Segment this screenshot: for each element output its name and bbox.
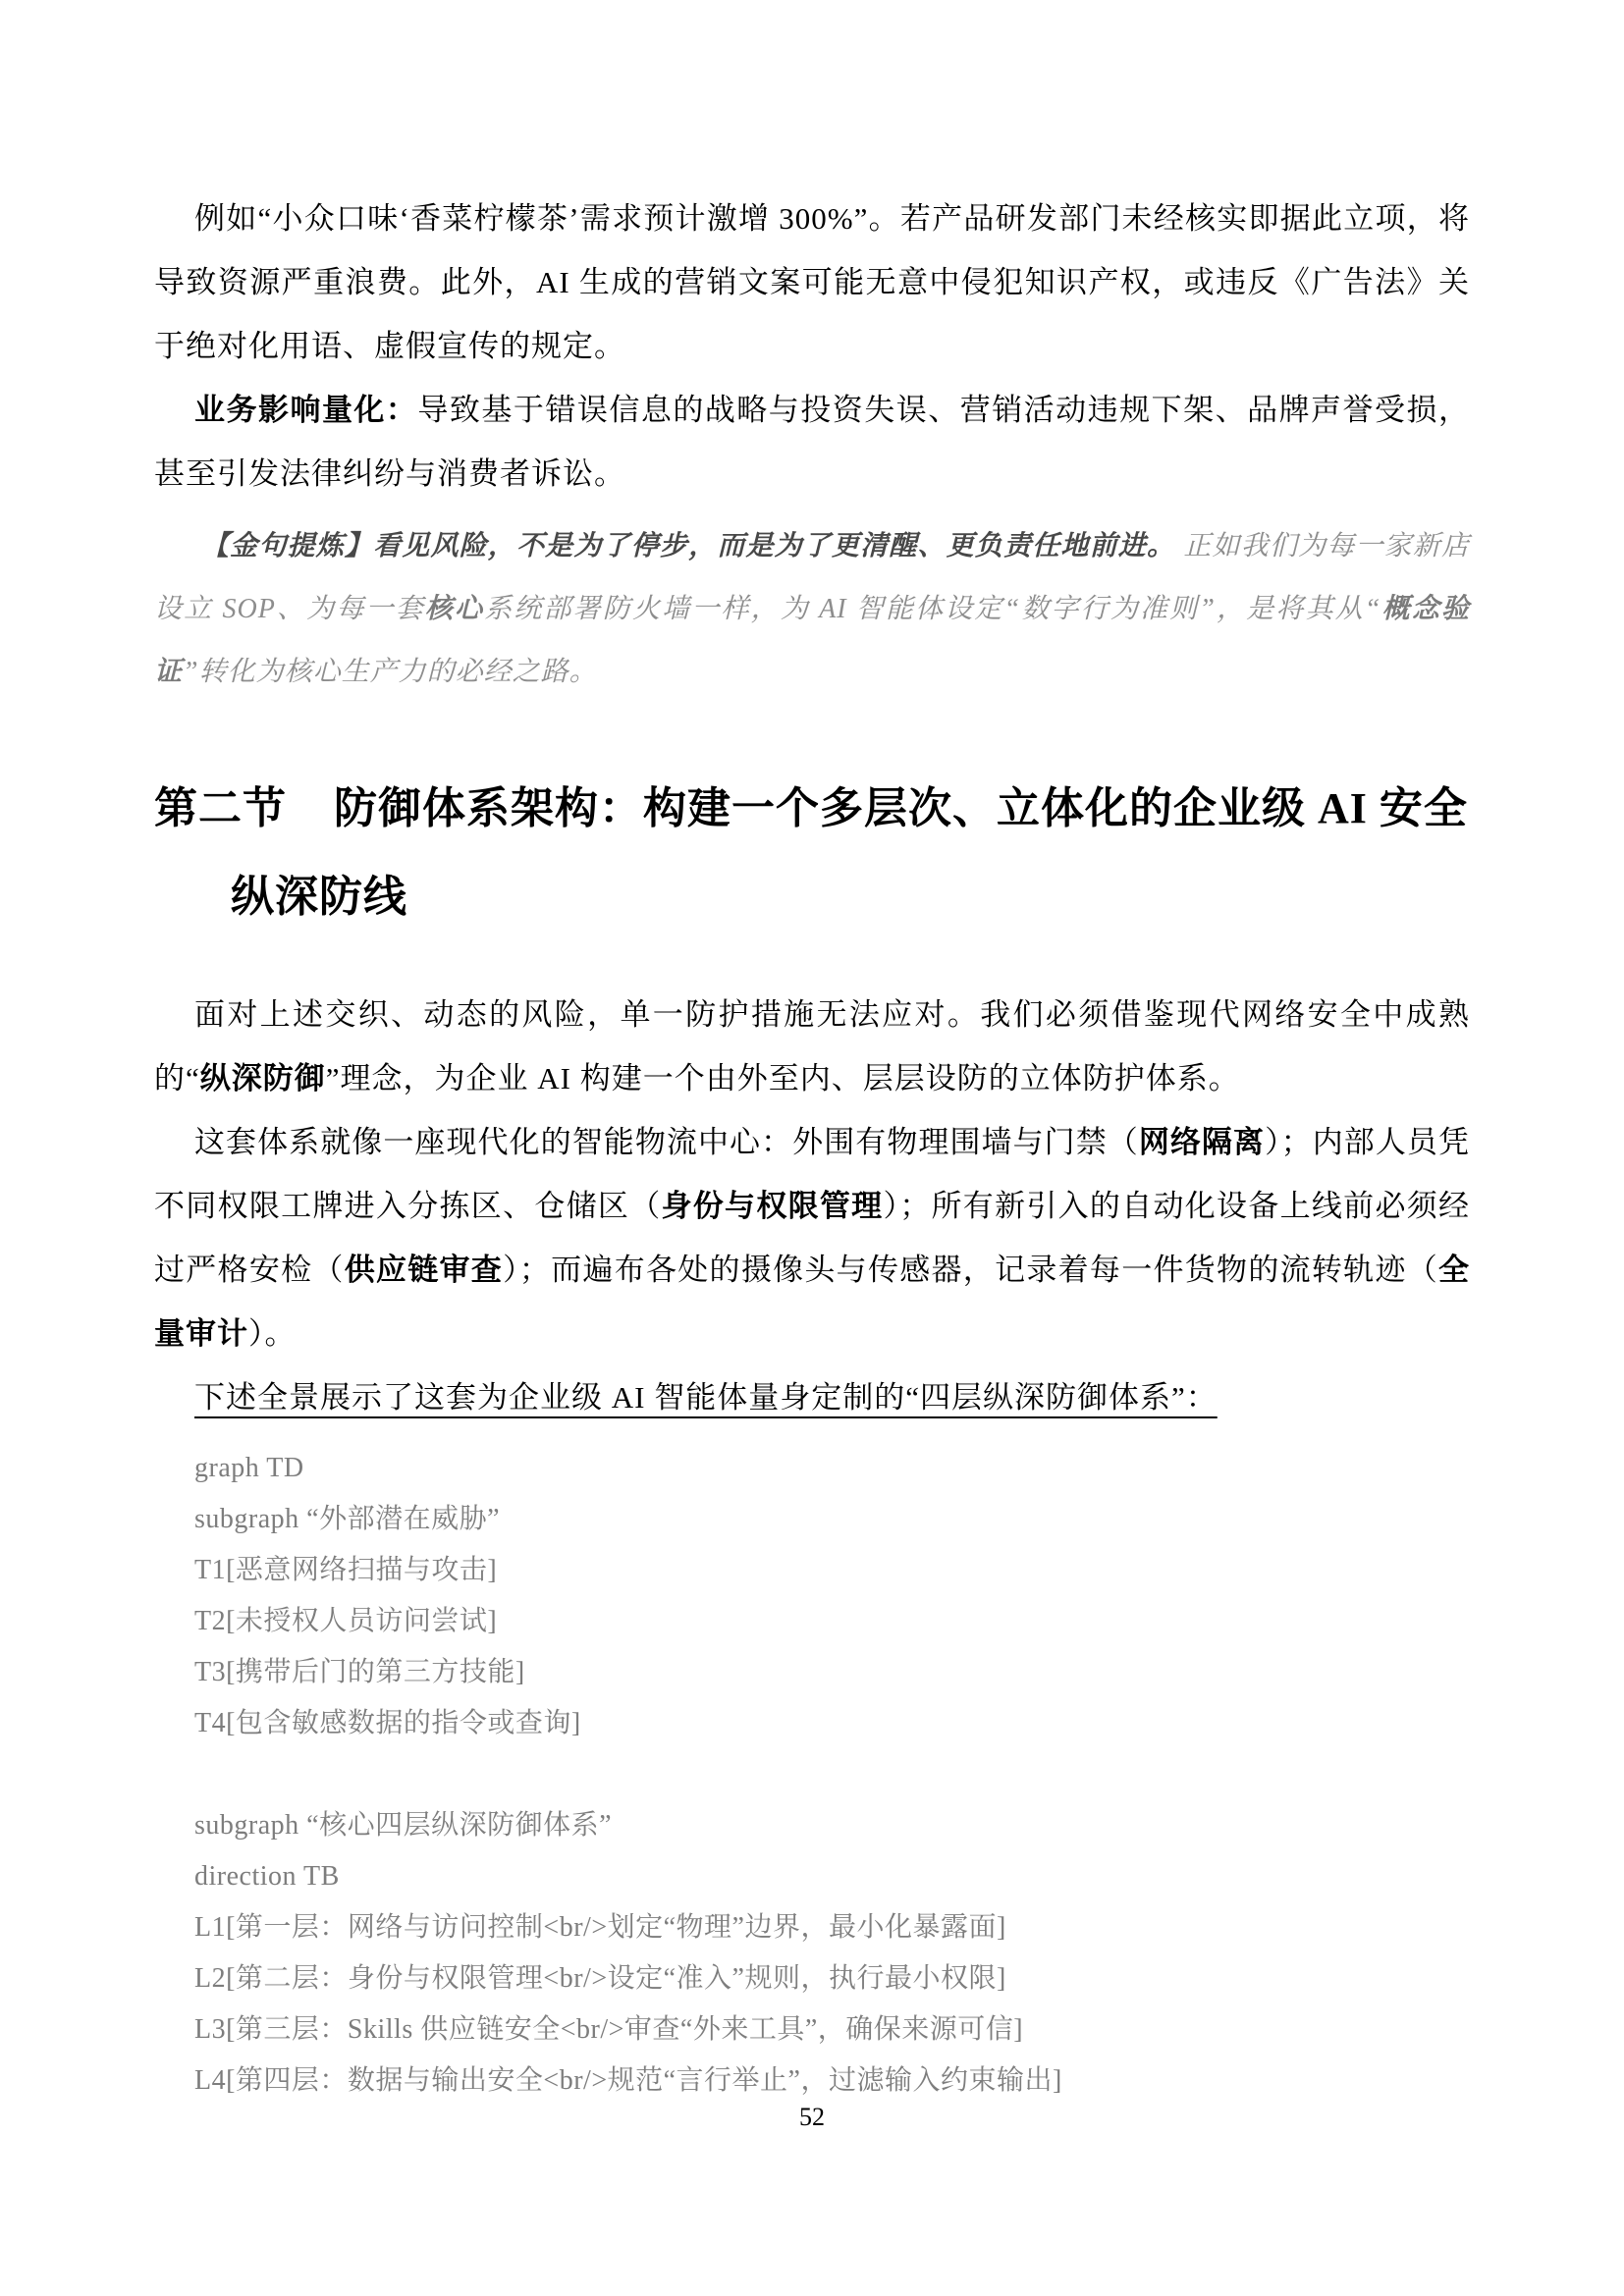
paragraph-text: 例如“小众口味‘香菜柠檬茶’需求预计激增 300%”。若产品研发部门未经核实即据此立项，将导致资源严重浪费。此外，AI 生成的营销文案可能无意中侵犯知识产权，或违反《广告法》关于绝对化用语、虚假宣传的规定。 bbox=[154, 201, 1470, 363]
bold-network-isolation: 网络隔离 bbox=[1138, 1125, 1266, 1159]
golden-quote-paragraph bbox=[154, 515, 1470, 704]
code-line-blank bbox=[194, 1749, 1470, 1800]
quote-segment: 系统部署防火墙一样，为 AI 智能体设定“数字行为准则”，是将其从“ bbox=[484, 594, 1381, 624]
paragraph-segment: 面对上述交织、动态的风险，单一防护措施无法应对。我们必须借鉴现代网络安全中成熟的“ bbox=[154, 997, 1470, 1095]
paragraph-segment: ）。 bbox=[248, 1316, 297, 1351]
paragraph-segment: ）；内部人员凭不同权限工牌进入分拣区、仓储区（ bbox=[154, 1125, 1470, 1223]
section-heading-line2: 纵深防线 bbox=[231, 873, 407, 921]
paragraph-example-risk bbox=[154, 187, 1470, 378]
code-line-t2: T2[未授权人员访问尝试] bbox=[194, 1606, 498, 1636]
paragraph-segment: ）；而遍布各处的摄像头与传感器，记录着每一件货物的流转轨迹（ bbox=[503, 1253, 1439, 1287]
section-heading-line1 bbox=[154, 765, 1470, 853]
code-line-direction: direction TB bbox=[194, 1861, 340, 1892]
section-number: 第二节 bbox=[154, 784, 287, 832]
mermaid-code-block bbox=[154, 1443, 1470, 2107]
code-line-l4: L4[第四层：数据与输出安全<br/>规范“言行举止”，过滤输入约束输出] bbox=[194, 2065, 1062, 2096]
business-impact-label: 业务影响量化： bbox=[194, 393, 418, 427]
code-line-subgraph-core: subgraph “核心四层纵深防御体系” bbox=[194, 1810, 613, 1841]
code-line-graph-td: graph TD bbox=[194, 1453, 304, 1483]
quote-bold-core: 核心 bbox=[424, 594, 485, 624]
code-line-t1: T1[恶意网络扫描与攻击] bbox=[194, 1555, 498, 1585]
paragraph-defense-in-depth bbox=[154, 983, 1470, 1110]
quote-bold-poc: 概念验证 bbox=[154, 594, 1470, 687]
section-heading bbox=[154, 765, 1470, 941]
section-title: 防御体系架构：构建一个多层次、立体化的企业级 AI 安全 bbox=[334, 784, 1468, 832]
bold-supply-chain-review: 供应链审查 bbox=[344, 1253, 504, 1287]
quote-segment: ”转化为核心生产力的必经之路。 bbox=[183, 657, 598, 687]
code-line-t4: T4[包含敏感数据的指令或查询] bbox=[194, 1708, 581, 1738]
bold-identity-permission: 身份与权限管理 bbox=[661, 1189, 884, 1223]
code-line-t3: T3[携带后门的第三方技能] bbox=[194, 1657, 525, 1687]
bold-defense-in-depth: 纵深防御 bbox=[199, 1061, 326, 1095]
page-number: 52 bbox=[799, 2103, 825, 2131]
code-line-l3: L3[第三层：Skills 供应链安全<br/>审查“外来工具”，确保来源可信] bbox=[194, 2014, 1024, 2045]
underlined-intro-line bbox=[154, 1365, 1470, 1429]
paragraph-business-impact bbox=[154, 378, 1470, 506]
quote-segment: 正如我们为每一家新店设立 SOP、为每一套 bbox=[154, 531, 1470, 624]
bold-full-audit: 全量审计 bbox=[154, 1253, 1471, 1351]
code-line-subgraph-threats: subgraph “外部潜在威胁” bbox=[194, 1504, 501, 1534]
code-line-l1: L1[第一层：网络与访问控制<br/>划定“物理”边界，最小化暴露面] bbox=[194, 1912, 1006, 1943]
paragraph-segment: 这套体系就像一座现代化的智能物流中心：外围有物理围墙与门禁（ bbox=[194, 1125, 1139, 1159]
paragraph-logistics-analogy bbox=[154, 1110, 1470, 1365]
code-line-l2: L2[第二层：身份与权限管理<br/>设定“准入”规则，执行最小权限] bbox=[194, 1963, 1006, 1994]
underlined-intro-text: 下述全景展示了这套为企业级 AI 智能体量身定制的“四层纵深防御体系”： bbox=[194, 1380, 1218, 1415]
paragraph-segment: ”理念，为企业 AI 构建一个由外至内、层层设防的立体防护体系。 bbox=[325, 1061, 1240, 1095]
paragraph-segment: ）；所有新引入的自动化设备上线前必须经过严格安检（ bbox=[154, 1189, 1471, 1287]
business-impact-text: 导致基于错误信息的战略与投资失误、营销活动违规下架、品牌声誉受损，甚至引发法律纠纷与消费者诉讼。 bbox=[154, 393, 1471, 491]
section-body bbox=[154, 983, 1470, 2107]
golden-quote-lead: 【金句提炼】看见风险，不是为了停步，而是为了更清醒、更负责任地前进。 bbox=[201, 531, 1176, 561]
